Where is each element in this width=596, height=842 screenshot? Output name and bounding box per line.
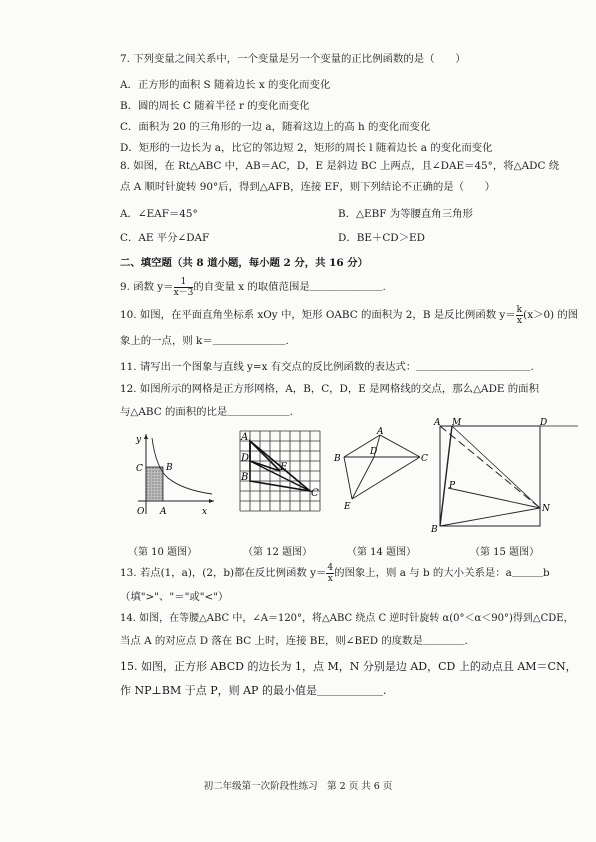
caption-figure-14: （第 14 题图） — [347, 547, 417, 558]
f12-label-a: A — [241, 432, 249, 443]
caption-figure-12: （第 12 题图） — [243, 547, 313, 558]
f10-y-arrow — [144, 434, 148, 439]
f14-label-a: A — [377, 427, 384, 437]
f14-label-c: C — [421, 454, 428, 464]
f15-label-n: N — [542, 504, 550, 514]
q7-stem: 7. 下列变量之间关系中，一个变量是另一个变量的正比例函数的是（ ） — [120, 53, 466, 65]
f10-label-y: y — [136, 435, 142, 445]
q15-line2: 作 NP⊥BM 于点 P，则 AP 的最小值是＿＿＿＿＿＿. — [120, 684, 387, 697]
f12-label-d: D — [241, 453, 250, 464]
q13-pre: 13. 若点(1，a)，(2，b)都在反比例函数 y＝ — [120, 567, 327, 579]
q9-pre: 9. 函数 y＝ — [120, 281, 174, 293]
q8-option-b: B．△EBF 为等腰直角三角形 — [338, 208, 473, 220]
q9-line — [120, 274, 386, 300]
f10-rectangle-OABC — [146, 467, 163, 501]
f12-label-e: E — [280, 462, 288, 473]
q12-line1: 12. 如图所示的网格是正方形网格，A，B，C，D，E 是网格线的交点，那么△ADE 的面积 — [120, 383, 539, 395]
caption-figure-10: （第 10 题图） — [128, 547, 198, 558]
q13-post: 的图象上，则 a 与 b 的大小关系是：a＿＿＿b — [334, 567, 550, 579]
q10-line2: 象上的一点，则 k＝＿＿＿＿＿＿＿. — [120, 335, 289, 347]
f10-label-o: O — [137, 507, 145, 517]
f14-segment-BE — [344, 457, 352, 499]
f15-label-b: B — [431, 525, 438, 534]
q10-line1 — [120, 302, 578, 328]
f15-segment-MN — [452, 426, 540, 508]
f14-label-d: D — [370, 447, 378, 457]
figure-15 — [430, 418, 580, 534]
q7-option-c: C．面积为 20 的三角形的一边 a，随着这边上的高 h 的变化而变化 — [120, 121, 431, 133]
f10-label-x: x — [202, 507, 208, 517]
q8-stem-line1: 8. 如图，在 Rt△ABC 中，AB＝AC，D，E 是斜边 BC 上两点，且∠DAE＝45°，将△ADC 绕 — [120, 160, 560, 172]
f12-triangle-ADE — [250, 441, 280, 471]
section-title-fill-in: 二、填空题（共 8 道小题，每小题 2 分，共 16 分） — [120, 257, 369, 269]
f15-segment-NP — [448, 488, 540, 508]
q9-post: 的自变量 x 的取值范围是＿＿＿＿＿＿＿. — [193, 281, 386, 293]
f12-label-b: B — [241, 472, 249, 483]
f15-segment-BM — [440, 426, 452, 526]
q9-fraction — [174, 277, 194, 298]
q14-line2: 当点 A 的对应点 D 落在 BC 上时，连接 BE，则∠BED 的度数是＿＿＿＿. — [120, 635, 468, 647]
figure-14 — [330, 425, 428, 517]
f15-segment-BN — [440, 508, 540, 526]
q15-line1: 15. 如图，正方形 ABCD 的边长为 1，点 M，N 分别是边 AD，CD 上的动点且 AM＝CN， — [120, 660, 577, 673]
q10-denominator: x — [516, 315, 522, 326]
f15-segment-AP-dashed — [440, 426, 540, 508]
f15-label-m: M — [452, 418, 462, 428]
q13-fraction — [326, 563, 334, 584]
f15-label-a: A — [434, 418, 441, 428]
q10-numerator: k — [516, 304, 523, 315]
f15-label-p: P — [449, 481, 456, 491]
f15-label-d: D — [540, 418, 548, 428]
q10-pre: 10. 如图，在平面直角坐标系 xOy 中，矩形 OABC 的面积为 2，B 是反比例函数 y＝ — [120, 309, 516, 321]
f10-x-arrow — [209, 499, 214, 503]
f14-label-b: B — [334, 454, 341, 464]
q9-numerator: 1 — [174, 277, 194, 288]
f10-label-a: A — [160, 507, 167, 517]
f10-label-b: B — [166, 463, 173, 473]
f14-segment-AC — [380, 435, 420, 457]
q10-post: (x＞0) 的图 — [523, 309, 579, 321]
q7-option-b: B．圆的周长 C 随着半径 r 的变化而变化 — [120, 100, 310, 112]
f14-label-e: E — [344, 502, 351, 512]
q7-option-a: A．正方形的面积 S 随着边长 x 的变化而变化 — [120, 79, 331, 91]
page-footer: 初二年级第一次阶段性练习 第 2 页 共 6 页 — [203, 781, 393, 792]
q11-line: 11. 请写出一个图象与直线 y=x 有交点的反比例函数的表达式：＿＿＿＿＿＿＿＿＿＿＿. — [120, 361, 534, 373]
f12-label-c: C — [311, 488, 319, 499]
caption-figure-15: （第 15 题图） — [470, 547, 540, 558]
q13-line2: （填">"、"＝"或"<"） — [120, 591, 229, 603]
f14-segment-CE — [352, 457, 420, 499]
q7-option-d: D．矩形的一边长为 a，比它的邻边短 2，矩形的周长 l 随着边长 a 的变化而变化 — [120, 142, 493, 154]
figure-12 — [234, 425, 326, 517]
q13-line1 — [120, 560, 550, 586]
q13-denominator: x — [327, 573, 333, 584]
q12-line2: 与△ABC 的面积的比是＿＿＿＿＿＿. — [120, 406, 293, 418]
q8-stem-line2: 点 A 顺时针旋转 90°后，得到△AFB，连接 EF，则下列结论不正确的是（ ） — [120, 181, 496, 193]
q13-numerator: 4 — [327, 562, 334, 573]
figure-10 — [128, 428, 222, 522]
q8-option-c: C．AE 平分∠DAF — [120, 232, 210, 244]
q8-option-d: D．BE＋CD＞ED — [338, 232, 425, 244]
q14-line1: 14. 如图，在等腰△ABC 中，∠A＝120°，将△ABC 绕点 C 逆时针旋转 α(0°＜α＜90°)得到△CDE， — [120, 613, 574, 624]
q9-denominator: x－3 — [173, 287, 194, 298]
q8-option-a: A．∠EAF＝45° — [120, 208, 198, 220]
f10-label-c: C — [136, 464, 143, 474]
